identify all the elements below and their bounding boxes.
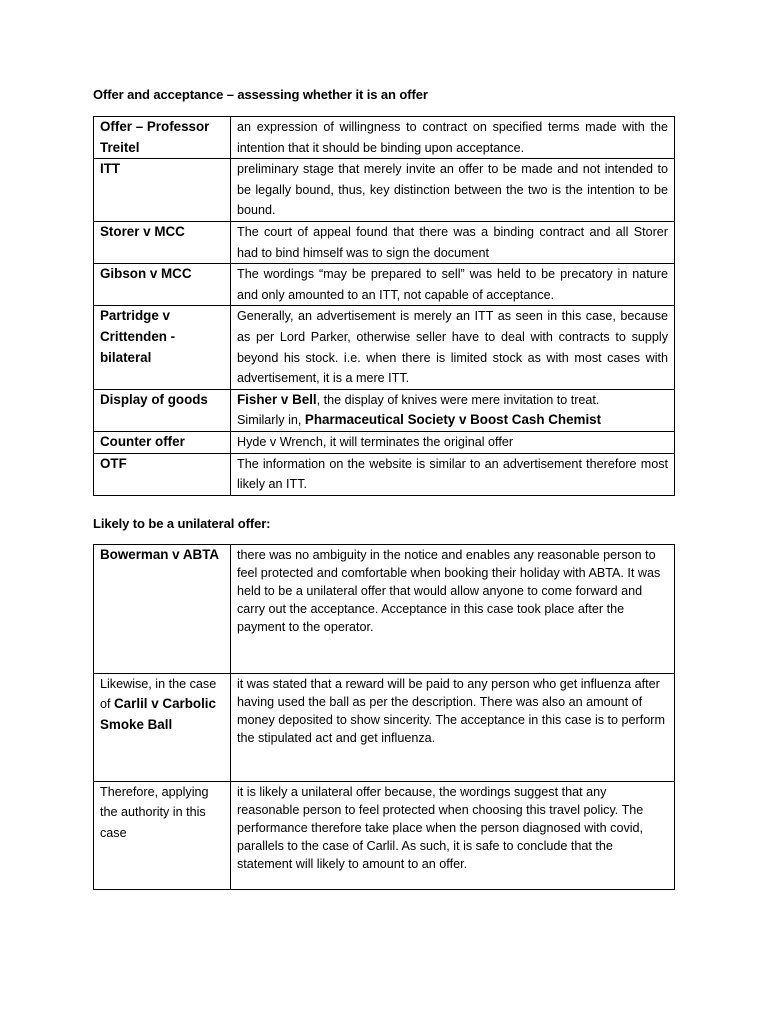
heading-offer-acceptance: Offer and acceptance – assessing whether it is an offer: [93, 87, 428, 102]
row-text: [231, 389, 675, 431]
row-label: Partridge v Crittenden - bilateral: [94, 306, 231, 389]
row-label: Display of goods: [94, 389, 231, 431]
row-text: it is likely a unilateral offer because, the wordings suggest that any reasonable person to feel protected when choosing this travel policy. The performance therefore take place when the person diagnosed with covid, parallels to the case of Carlil. As such, it is safe to conclude that the statement will likely to amount to an offer.: [231, 782, 675, 890]
row-text: The information on the website is similar to an advertisement therefore most likely an ITT.: [231, 453, 675, 495]
table-row: [94, 545, 675, 674]
table-row: [94, 159, 675, 222]
row-text: Hyde v Wrench, it will terminates the original offer: [231, 431, 675, 453]
case-name: Pharmaceutical Society v Boost Cash Chemist: [304, 412, 602, 428]
row-label: Offer – Professor Treitel: [94, 117, 231, 159]
table-row: [94, 674, 675, 782]
row-label: [94, 674, 231, 782]
row-text-part: Similarly in,: [237, 413, 305, 428]
table-row: [94, 306, 675, 389]
heading-unilateral: Likely to be a unilateral offer:: [93, 516, 271, 531]
table-row: [94, 264, 675, 306]
unilateral-table: [93, 544, 675, 890]
row-text: it was stated that a reward will be paid to any person who get influenza after having used the ball as per the description. There was also an amount of money deposited to show sincerity. The acceptance in this case is to perform the stipulated act and get influenza.: [231, 674, 675, 782]
table-row: [94, 221, 675, 263]
case-name: Carlil v Carbolic Smoke Ball: [100, 696, 216, 732]
row-text: The wordings “may be prepared to sell” was held to be precatory in nature and only amounted to an ITT, not capable of acceptance.: [231, 264, 675, 306]
row-label: Storer v MCC: [94, 221, 231, 263]
row-text-part: , the display of knives were mere invitation to treat.: [316, 392, 600, 407]
table-row: [94, 431, 675, 453]
row-label: Gibson v MCC: [94, 264, 231, 306]
offer-table: [93, 116, 675, 496]
row-label: OTF: [94, 453, 231, 495]
row-label: Therefore, applying the authority in this case: [94, 782, 231, 890]
row-label: ITT: [94, 159, 231, 222]
row-label: Counter offer: [94, 431, 231, 453]
case-name: Fisher v Bell: [237, 391, 317, 407]
row-label: Bowerman v ABTA: [94, 545, 231, 674]
row-label-prefix: Likewise, in the case of: [100, 677, 217, 712]
table-row: [94, 782, 675, 890]
table-row: [94, 389, 675, 431]
row-text: preliminary stage that merely invite an offer to be made and not intended to be legally bound, thus, key distinction between the two is the intention to be bound.: [231, 159, 675, 222]
row-text: an expression of willingness to contract on specified terms made with the intention that it should be binding upon acceptance.: [231, 117, 675, 159]
table-row: [94, 453, 675, 495]
table-row: [94, 117, 675, 159]
row-text: The court of appeal found that there was a binding contract and all Storer had to bind himself was to sign the document: [231, 221, 675, 263]
row-text: Generally, an advertisement is merely an ITT as seen in this case, because as per Lord Parker, otherwise seller have to deal with contracts to supply beyond his stock. i.e. when there is limited stock as with most cases with advertisement, it is a mere ITT.: [231, 306, 675, 389]
row-text: there was no ambiguity in the notice and enables any reasonable person to feel protected and comfortable when booking their holiday with ABTA. It was held to be a unilateral offer that would allow anyone to come forward and carry out the acceptance. Acceptance in this case took place after the payment to the operator.: [231, 545, 675, 674]
